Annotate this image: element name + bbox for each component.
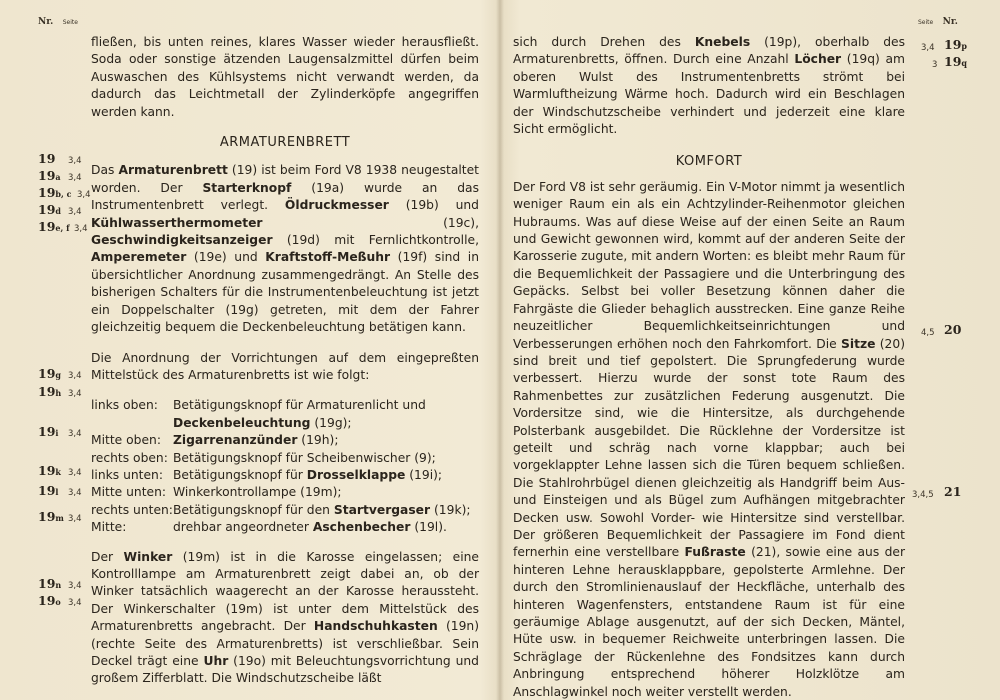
left-margin-ref: 19g <box>38 366 61 381</box>
left-margin-ref: 19n <box>38 576 62 591</box>
left-margin-ref: 19b, c <box>38 185 72 200</box>
list-item: Mitte unten: Winkerkontrollampe (19m); <box>91 485 342 500</box>
list-item: rechts unten: Betätigungsknopf für den Startvergaser (19k); <box>91 502 471 517</box>
left-margin-page: 3,4 <box>77 190 91 200</box>
left-margin-ref: 19h <box>38 384 62 399</box>
left-seite-label: Seite <box>62 19 78 26</box>
section-heading-komfort: KOMFORT <box>675 154 743 170</box>
right-margin-page: 4,5 <box>921 328 935 338</box>
section-heading-armaturenbrett: ARMATURENBRETT <box>219 135 351 151</box>
page-fold <box>496 0 504 700</box>
left-nr-label: Nr. <box>38 17 54 27</box>
left-margin-ref: 19a <box>38 168 61 183</box>
komfort-paragraph: Der Ford V8 ist sehr geräumig. Ein V-Motor nimmt ja wesentlich weniger Raum ein als ein Achtzylinder-Reihenmotor gleichen Hubraums. Was auf diese Weise auf der einen Seite an Raum und Gewicht gewonnen wird, kommt auf der anderen Seite der Karosserie zugute, mit andern Worten: es bleibt mehr Raum für die Bequemlichkeit der Passagiere und die Unterbringung des Gepäcks. Selbst bei voller Besetzung können daher die Fahrgäste die Glieder behaglich ausstrecken. Eine ganze Reihe neuzeitlicher Bequemlichkeitseinrichtungen und Verbesserungen erhöhen noch den Fahrkomfort. Die Sitze (20) sind breit und tief gepolstert. Die Sprungfederung wurde verbessert. Hierzu wurde der sonst tote Raum des Rahmenbettes zur zusätzlichen Federung ausgenutzt. Die Vordersitze sind, wie die Hintersitze, als durchgehende Polsterbank ausgebildet. Die Rücklehne der Vordersitze ist geteilt und schräg nach vorne klappbar; auch bei vorgeklappter Lehne lassen sich die Türen bequem schließen. Die Stahlrohrbügel dienen gleichzeitig als Handgriff beim Aus- und Einsteigen und als Bügel zum Aufhängen mitgebrachter Decken usw. Sowohl Vorder- wie Hintersitze sind verstellbar. Der größeren Bequemlichkeit der Passagiere im Fond dient fernerhin eine verstellbare Fußraste (21), sowie eine aus der hinteren Lehne herausklappbare, gepolsterte Armlehne. Der durch den Stromlinienauslauf der Heckfläche, unterhalb des hinteren Wagenfensters, entstandene Raum ist für eine geräumige Ablage ausgenutzt, auf der sich Decken, Mäntel, Hüte usw. in bequemer Reichweite unterbringen lassen. Die Schräglage der Rückenlehne des Fondsitzes kann durch Anbringung entsprechend höherer Holzklötze am Anschlagwinkel noch weiter verstellt werden. <box>513 179 906 699</box>
right-seite-label: Seite <box>918 19 934 26</box>
right-margin-page: 3,4 <box>921 43 935 53</box>
left-margin-page: 3,4 <box>68 581 82 591</box>
left-margin-ref: 19o <box>38 593 61 608</box>
left-margin-ref: 19d <box>38 202 61 217</box>
list-item: links oben: Betätigungsknopf für Armaturenlicht und Deckenbeleuchtung (19g); <box>91 398 426 430</box>
left-margin-page: 3,4 <box>68 514 82 524</box>
left-margin-page: 3,4 <box>68 598 82 608</box>
left-margin-ref: 19i <box>38 424 59 439</box>
left-intro-paragraph: fließen, bis unten reines, klares Wasser wieder herausfließt. Soda oder sonstige ätzenden Laugensalzmittel dürfen beim Auswaschen des Kühlsystems nicht verwandt werden, da dadurch das Leichtmetall der Zylinderköpfe angegriffen werden kann. <box>91 35 479 119</box>
right-header <box>918 17 958 27</box>
left-margin-page: 3,4 <box>68 173 82 183</box>
left-header <box>38 17 78 27</box>
right-margin-ref: 20 <box>944 322 962 337</box>
left-margin-ref: 19 <box>38 151 56 166</box>
right-margin-page: 3,4,5 <box>912 490 934 500</box>
left-margin-page: 3,4 <box>68 389 82 399</box>
left-margin-page: 3,4 <box>68 429 82 439</box>
left-margin-ref: 19e, f <box>38 219 70 234</box>
anordnung-paragraph: Die Anordnung der Vorrichtungen auf dem eingepreßten Mittelstück des Armaturenbretts ist wie folgt: <box>91 350 479 382</box>
left-margin-page: 3,4 <box>68 488 82 498</box>
list-item: rechts oben: Betätigungsknopf für Scheibenwischer (9); <box>91 450 436 465</box>
right-column <box>513 34 905 700</box>
left-margin-ref: 19k <box>38 463 61 478</box>
right-intro-paragraph: sich durch Drehen des Knebels (19p), oberhalb des Armaturenbretts, öffnen. Durch eine Anzahl Löcher (19q) am oberen Wulst des Instrumentenbretts strömt bei Warmluftheizung Wärme hoch. Dadurch wird ein Beschlagen der Windschutzscheibe verhindert und jederzeit eine klare Sicht ermöglicht. <box>513 35 906 137</box>
left-margin-ref: 19m <box>38 509 64 524</box>
right-margin-ref: 19p <box>944 37 967 52</box>
left-margin-ref: 19l <box>38 483 59 498</box>
left-margin-page: 3,4 <box>74 224 88 234</box>
control-layout-list <box>91 397 479 536</box>
right-nr-label: Nr. <box>942 17 958 27</box>
right-margin-page: 3 <box>932 60 938 70</box>
left-margin-page: 3,4 <box>68 207 82 217</box>
left-margin-page: 3,4 <box>68 371 82 381</box>
left-margin-page: 3,4 <box>68 156 82 166</box>
armaturenbrett-paragraph: Das Armaturenbrett (19) ist beim Ford V8 1938 neugestaltet worden. Der Starterknopf (19a) wurde an das Instrumentenbrett verlegt. Öldruckmesser (19b) und Kühlwasserthermometer (19c), Geschwindigkeitsanzeiger (19d) mit Fernlichtkontrolle, Amperemeter (19e) und Kraftstoff-Meßuhr (19f) sind in übersichtlicher Anordnung zusammengedrängt. An Stelle des bisherigen Schalters für die Instrumentenbeleuchtung ist jetzt ein Doppelschalter (19g) getreten, mit dem der Fahrer gleichzeitig bequem die Deckenbeleuchtung betätigen kann. <box>91 163 480 335</box>
right-margin-ref: 21 <box>944 484 962 499</box>
left-margin-page: 3,4 <box>68 468 82 478</box>
right-margin-ref: 19q <box>944 54 967 69</box>
winker-paragraph: Der Winker (19m) ist in die Karosse eingelassen; eine Kontrolllampe am Armaturenbrett zeigt dabei an, ob der Winker tatsächlich waagerecht an der Karosse heraussteht. Der Winkerschalter (19m) ist unter dem Mittelstück des Armaturenbretts angebracht. Der Handschuhkasten (19n) (rechte Seite des Armaturenbretts) ist verschließbar. Sein Deckel trägt eine Uhr (19o) mit Beleuchtungsvorrichtung und großem Zifferblatt. Die Windschutzscheibe läßt <box>91 549 480 686</box>
list-item: Mitte oben: Zigarrenanzünder (19h); <box>91 433 339 448</box>
left-column <box>91 34 479 700</box>
list-item: links unten: Betätigungsknopf für Drosselklappe (19i); <box>91 467 443 482</box>
list-item: Mitte: drehbar angeordneter Aschenbecher (19l). <box>91 520 447 535</box>
